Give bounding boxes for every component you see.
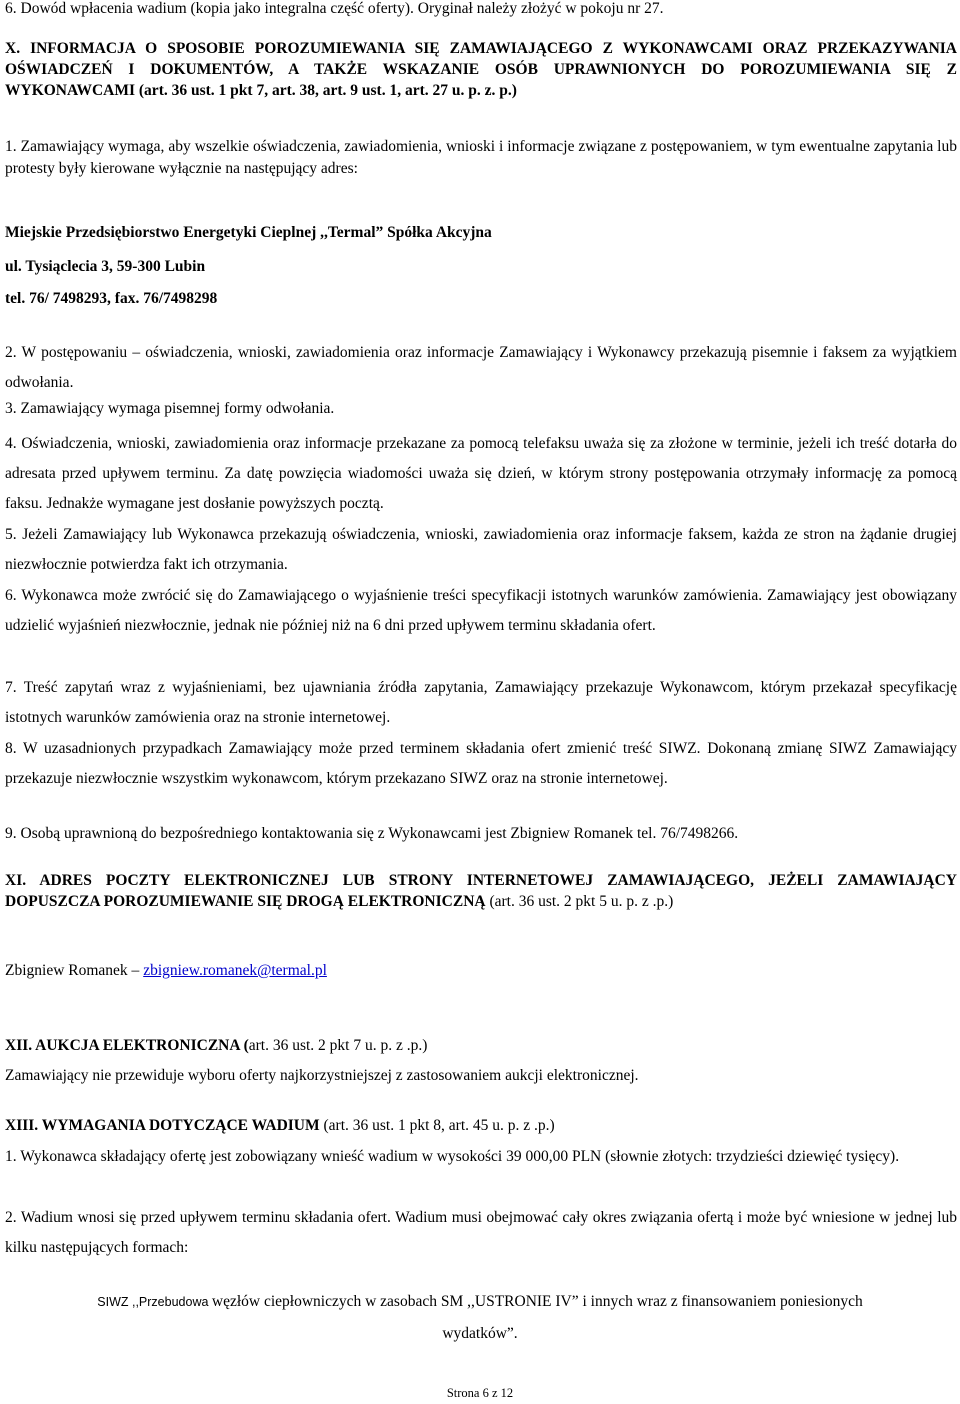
- section-xii-text: Zamawiający nie przewiduje wyboru oferty najkorzystniejszej z zastosowaniem aukcji elektronicznej.: [5, 1067, 639, 1084]
- section-xi-heading: [5, 870, 957, 912]
- section-xii-heading-ref: art. 36 ust. 2 pkt 7 u. p. z .p.): [248, 1037, 428, 1054]
- section-xi-heading-title: XI. ADRES POCZTY ELEKTRONICZNEJ LUB STRONY INTERNETOWEJ ZAMAWIAJĄCEGO, JEŻELI ZAMAWIAJĄCY DOPUSZCZA POROZUMIEWANIE SIĘ DROGĄ ELEKTRONICZNĄ: [5, 872, 957, 910]
- section-xii-heading-title: XII. AUKCJA ELEKTRONICZNA (: [5, 1037, 249, 1054]
- section-x-paragraph-5: 5. Jeżeli Zamawiający lub Wykonawca przekazują oświadczenia, wnioski, zawiadomienia oraz informacje faksem, każda ze stron na żądanie drugiej niezwłocznie potwierdza fakt ich otrzymania.: [5, 526, 957, 573]
- section-xiii-heading-ref: (art. 36 ust. 1 pkt 8, art. 45 u. p. z .p.): [319, 1117, 555, 1134]
- section-xi-heading-ref: (art. 36 ust. 2 pkt 5 u. p. z .p.): [485, 893, 674, 910]
- section-xii-heading: [5, 1037, 957, 1055]
- address-phone: tel. 76/ 7498293, fax. 76/7498298: [5, 290, 218, 307]
- section-x-paragraph-3: 3. Zamawiający wymaga pisemnej formy odwołania.: [5, 400, 335, 417]
- document-caption-line-2: wydatków”.: [442, 1325, 518, 1342]
- section-x-paragraph-4: 4. Oświadczenia, wnioski, zawiadomienia oraz informacje przekazane za pomocą telefaksu uważa się za złożone w terminie, jeżeli ich treść dotarła do adresata przed upływem terminu. Za datę powzięcia wiadomości uważa się dzień, w którym strony postępowania otrzymały informację za pomocą faksu. Jednakże wymagane jest dosłanie powyższych pocztą.: [5, 435, 957, 512]
- section-x-paragraph-8: 8. W uzasadnionych przypadkach Zamawiający może przed terminem składania ofert zmienić treść SIWZ. Dokonaną zmianę SIWZ Zamawiający przekazuje niezwłocznie wszystkim wykonawcom, którym przekazano SIWZ oraz na stronie internetowej.: [5, 740, 957, 787]
- section-x-paragraph-9: 9. Osobą uprawnioną do bezpośredniego kontaktowania się z Wykonawcami jest Zbigniew Romanek tel. 76/7498266.: [5, 825, 739, 842]
- contact-email-link[interactable]: zbigniew.romanek@termal.pl: [143, 962, 327, 979]
- caption-prefix: SIWZ ,,Przebudowa: [97, 1295, 212, 1309]
- section-x-paragraph-1: 1. Zamawiający wymaga, aby wszelkie oświadczenia, zawiadomienia, wnioski i informacje związane z postępowaniem, w tym ewentualne zapytania lub protesty były kierowane wyłącznie na następujący adres:: [5, 138, 957, 177]
- section-xiii-heading: [5, 1117, 957, 1135]
- section-x-paragraph-2: 2. W postępowaniu – oświadczenia, wnioski, zawiadomienia oraz informacje Zamawiający i Wykonawcy przekazują pisemnie i faksem za wyjątkiem odwołania.: [5, 344, 957, 391]
- document-caption-line-1: [0, 1293, 960, 1311]
- section-x-paragraph-6: 6. Wykonawca może zwrócić się do Zamawiającego o wyjaśnienie treści specyfikacji istotnych warunków zamówienia. Zamawiający jest obowiązany udzielić wyjaśnień niezwłocznie, jednak nie później niż na 6 dni przed upływem terminu składania ofert.: [5, 587, 957, 634]
- section-xiii-paragraph-1: 1. Wykonawca składający ofertę jest zobowiązany wnieść wadium w wysokości 39 000,00 PLN (słownie złotych: trzydzieści dziewięć tysięcy).: [5, 1148, 900, 1165]
- section-xiii-heading-title: XIII. WYMAGANIA DOTYCZĄCE WADIUM: [5, 1117, 320, 1134]
- section-x-paragraph-7: 7. Treść zapytań wraz z wyjaśnieniami, bez ujawniania źródła zapytania, Zamawiający przekazuje Wykonawcom, którym przekazał specyfikację istotnych warunków zamówienia oraz na stronie internetowej.: [5, 679, 957, 726]
- section-x-heading: X. INFORMACJA O SPOSOBIE POROZUMIEWANIA SIĘ ZAMAWIAJĄCEGO Z WYKONAWCAMI ORAZ PRZEKAZYWANIA OŚWIADCZEŃ I DOKUMENTÓW, A TAKŻE WSKAZANIE OSÓB UPRAWNIONYCH DO POROZUMIEWANIA SIĘ Z WYKONAWCAMI (art. 36 ust. 1 pkt 7, art. 38, art. 9 ust. 1, art. 27 u. p. z. p.): [5, 40, 957, 99]
- section-xiii-paragraph-2: 2. Wadium wnosi się przed upływem terminu składania ofert. Wadium musi obejmować cały okres związania ofertą i może być wniesione w jednej lub kilku następujących formach:: [5, 1209, 957, 1256]
- page-number: Strona 6 z 12: [446, 1386, 514, 1400]
- caption-text: węzłów ciepłowniczych w zasobach SM ,,USTRONIE IV” i innych wraz z finansowaniem poniesionych: [211, 1293, 863, 1310]
- item-6-wadium: 6. Dowód wpłacenia wadium (kopia jako integralna część oferty). Oryginał należy złożyć w pokoju nr 27.: [5, 0, 664, 17]
- address-street: ul. Tysiąclecia 3, 59-300 Lubin: [5, 258, 206, 275]
- section-xi-contact: [5, 962, 957, 980]
- address-name: Miejskie Przedsiębiorstwo Energetyki Cieplnej ,,Termal” Spółka Akcyjna: [5, 224, 492, 241]
- contact-name: Zbigniew Romanek –: [5, 962, 144, 979]
